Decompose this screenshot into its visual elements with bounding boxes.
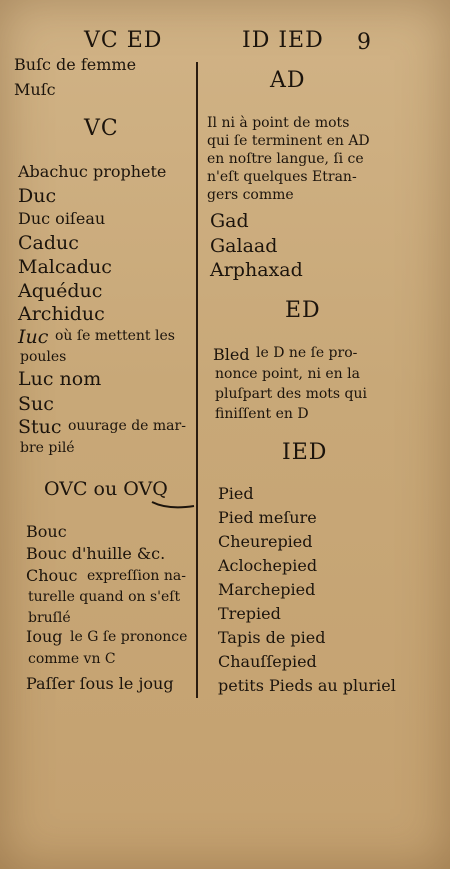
entry-aclochepied: Aclochepied — [218, 556, 318, 575]
entry-chouc-note: expreſſion na- — [87, 568, 186, 584]
entry-petits-pieds-au-pluriel: petits Pieds au pluriel — [218, 676, 396, 695]
ad-note-line-5: gers comme — [207, 187, 294, 203]
entry-archiduc: Archiduc — [18, 303, 105, 325]
entry-malcaduc: Malcaduc — [18, 256, 112, 278]
entry-bouc-dhuille: Bouc d'huille &c. — [26, 544, 166, 563]
column-divider — [196, 62, 198, 698]
page-number: 9 — [357, 30, 372, 55]
entry-stuc-note: ouurage de mar- — [68, 418, 186, 434]
ad-note-line-3: en noſtre langue, ſi ce — [207, 151, 364, 167]
entry-duc-oiseau: Duc oiſeau — [18, 209, 106, 228]
entry-iuc-note-cont: poules — [20, 349, 67, 365]
entry-abachuc-prophete: Abachuc prophete — [18, 162, 167, 181]
entry-chaussepied: Chauſſepied — [218, 652, 317, 671]
entry-iuc-note: où ſe mettent les — [55, 328, 175, 344]
entry-bled: Bled — [213, 345, 250, 364]
entry-duc: Duc — [18, 185, 57, 207]
running-head-left: VC ED — [84, 28, 163, 53]
ovq-tail-flourish — [150, 488, 198, 510]
ad-note-line-2: qui ſe terminent en AD — [207, 133, 370, 149]
bled-note-line-2: nonce point, ni en la — [215, 366, 360, 382]
entry-ioug-note-cont: comme vn C — [28, 651, 116, 667]
entry-gad: Gad — [210, 210, 249, 232]
entry-caduc: Caduc — [18, 232, 79, 254]
entry-chouc: Chouc — [26, 566, 78, 585]
entry-musc: Muſc — [14, 80, 56, 99]
ad-note-line-1: Il ni à point de mots — [207, 115, 350, 131]
ad-note-line-4: n'eſt quelques Etran- — [207, 169, 357, 185]
section-heading-ovc: OVC ou OVQ — [44, 478, 168, 500]
section-heading-ed: ED — [285, 298, 321, 323]
entry-bouc: Bouc — [26, 522, 67, 541]
entry-ioug-note: le G ſe prononce — [70, 629, 188, 645]
entry-marchepied: Marchepied — [218, 580, 316, 599]
entry-stuc: Stuc — [18, 416, 62, 438]
entry-stuc-note-cont: bre pilé — [20, 440, 75, 456]
bled-note-line-1: le D ne ſe pro- — [256, 345, 358, 361]
entry-busc-de-femme: Buſc de femme — [14, 55, 137, 74]
entry-pied: Pied — [218, 484, 254, 503]
entry-aqueduc: Aquéduc — [18, 280, 103, 302]
entry-ioug: Ioug — [26, 627, 63, 646]
entry-chouc-note-cont: turelle quand on s'eſt — [28, 589, 181, 605]
entry-luc-nom: Luc nom — [18, 368, 102, 390]
bled-note-line-3: pluſpart des mots qui — [215, 386, 368, 402]
entry-trepied: Trepied — [218, 604, 281, 623]
running-head-right: ID IED — [242, 28, 324, 53]
bled-note-line-4: finiſſent en D — [215, 406, 309, 422]
entry-cheurepied: Cheurepied — [218, 532, 313, 551]
entry-iuc: Iuc — [18, 326, 49, 348]
entry-arphaxad: Arphaxad — [210, 259, 303, 281]
entry-chouc-note-end: bruſlé — [28, 610, 71, 626]
entry-suc: Suc — [18, 393, 54, 415]
section-heading-ad: AD — [270, 68, 306, 93]
entry-galaad: Galaad — [210, 235, 278, 257]
entry-pied-mesure: Pied meſure — [218, 508, 317, 527]
entry-passer-sous-le-joug: Paſſer ſous le joug — [26, 674, 174, 693]
section-heading-ied: IED — [282, 440, 328, 465]
section-heading-vc: VC — [84, 116, 119, 141]
entry-tapis-de-pied: Tapis de pied — [218, 628, 326, 647]
